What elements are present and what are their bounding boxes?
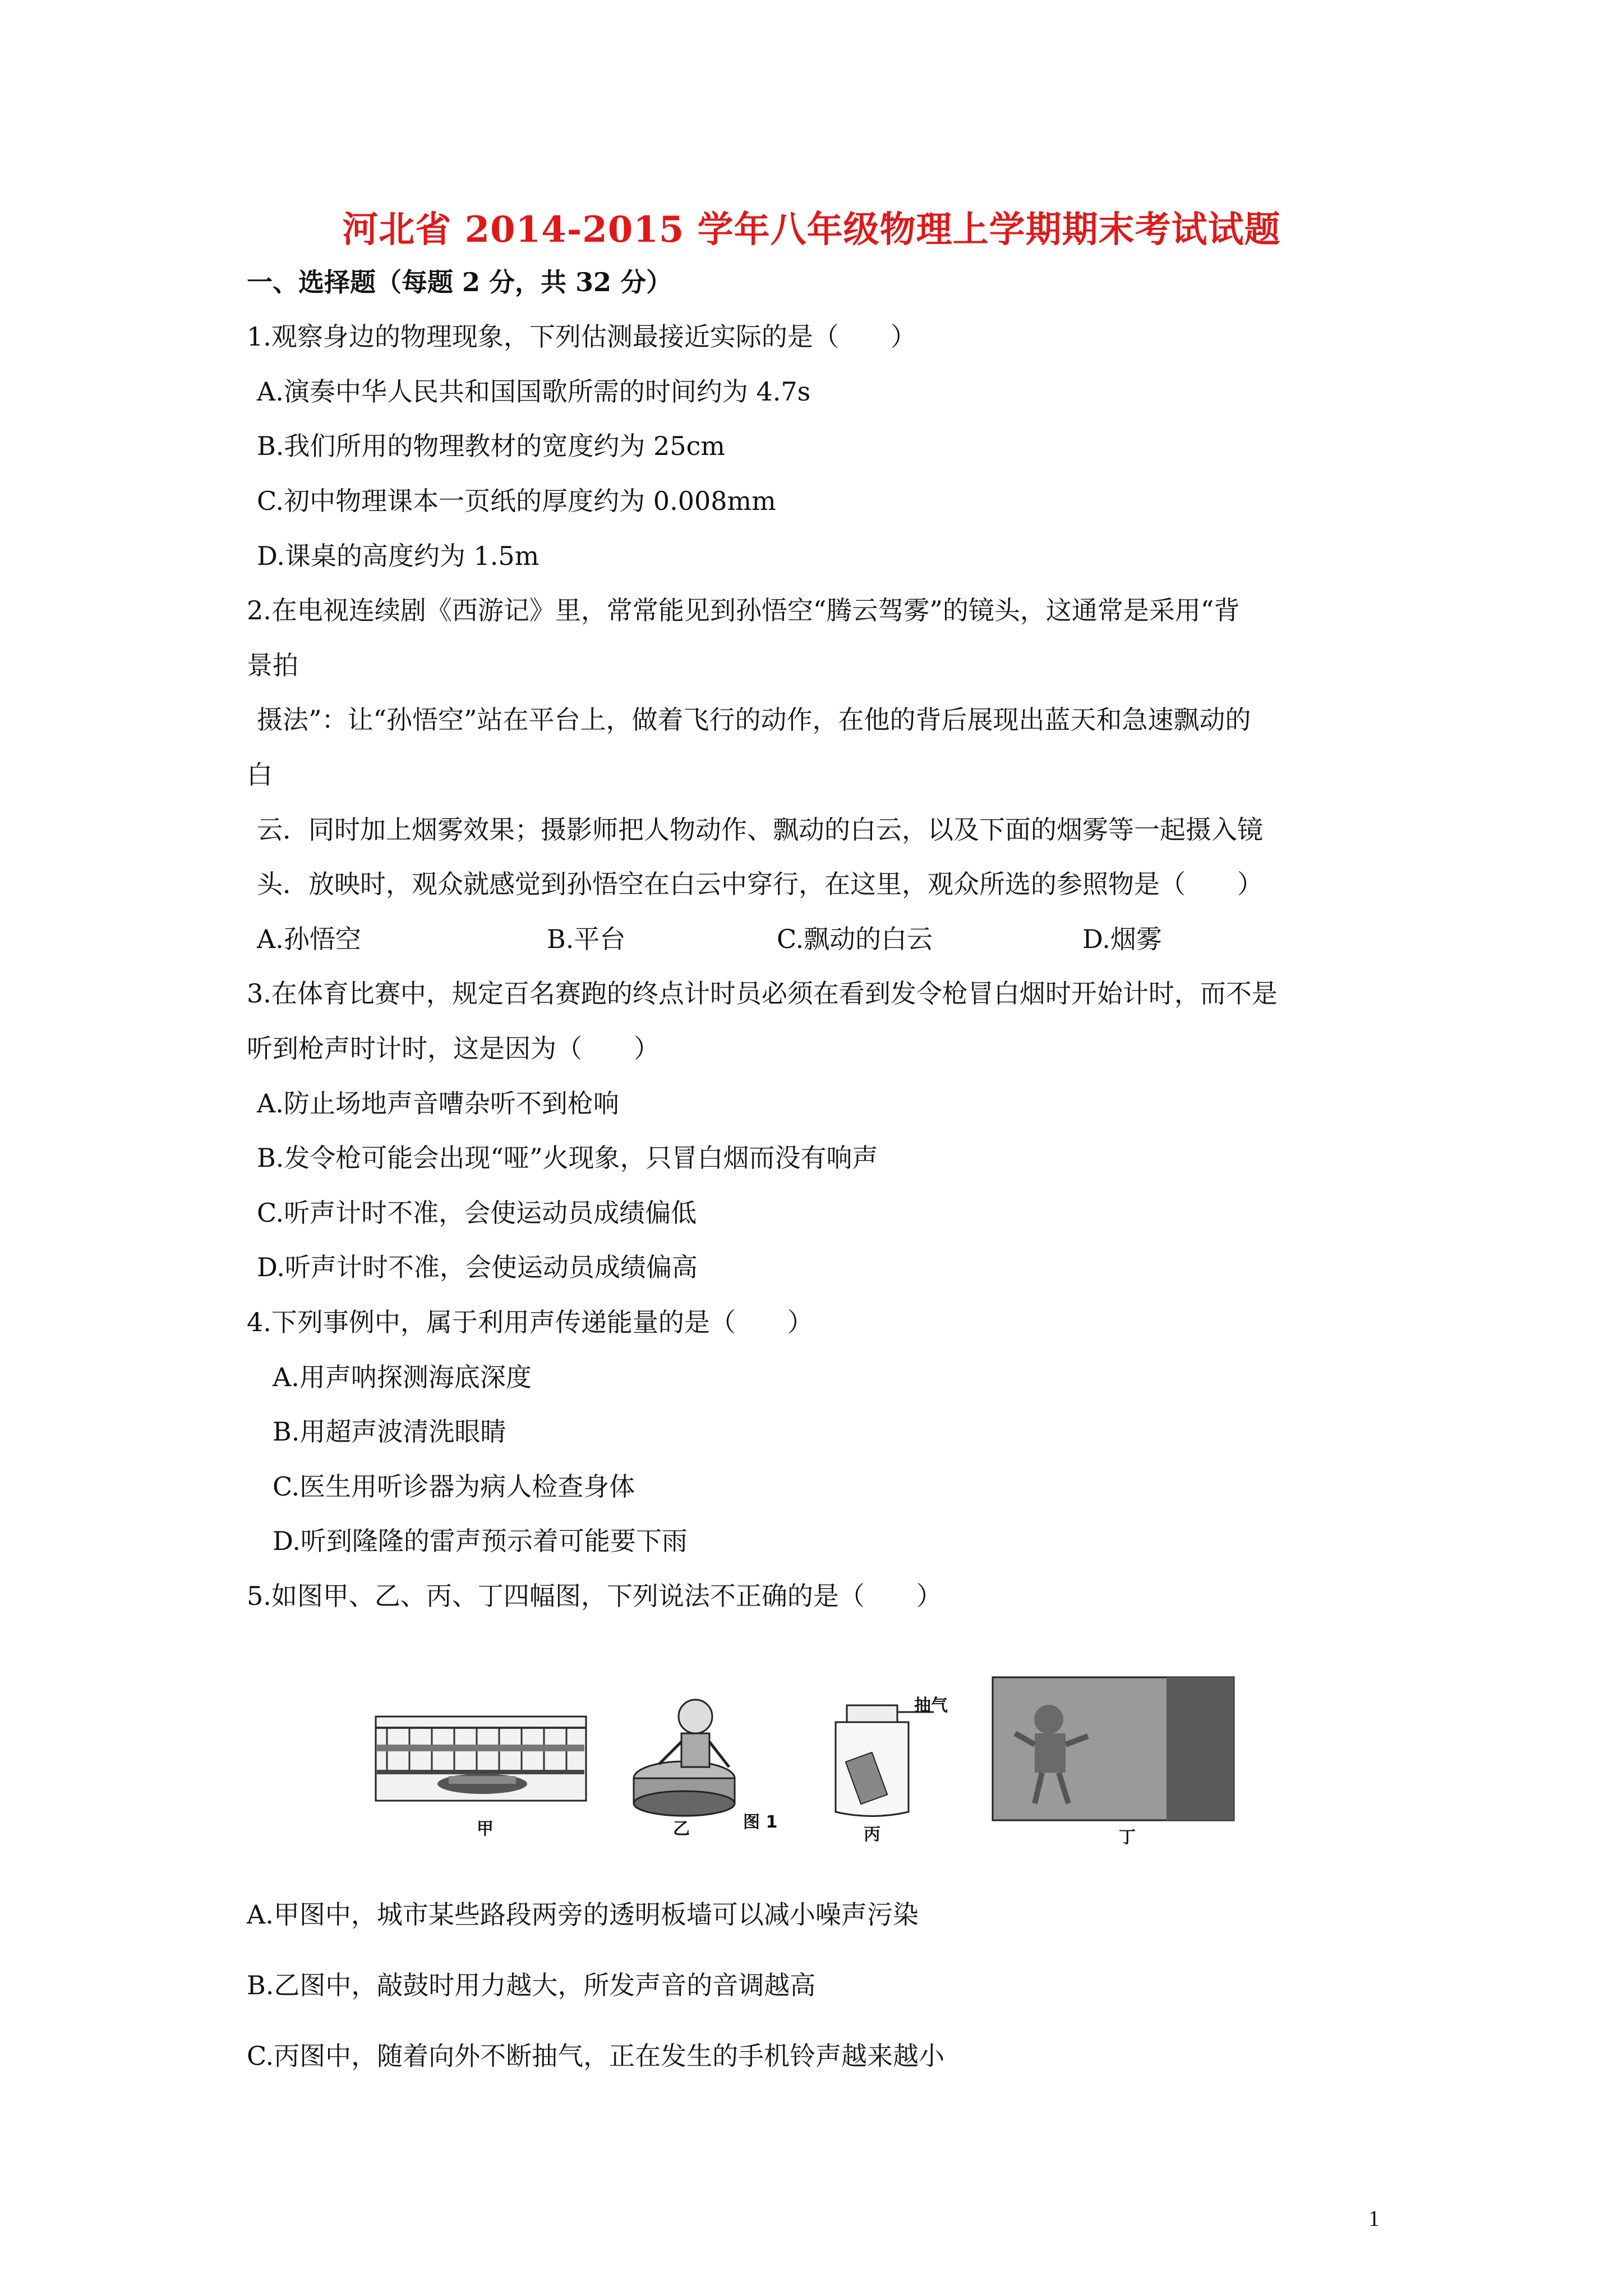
question-3-option-b: B.发令枪可能会出现“哑”火现象，只冒白烟而没有响声 (257, 1143, 878, 1173)
figure-jia-road-wall-image (376, 1717, 586, 1801)
question-5-stem: 5.如图甲、乙、丙、丁四幅图，下列说法不正确的是（ ） (247, 1581, 942, 1611)
question-2-line-5: 云．同时加上烟雾效果；摄影师把人物动作、飘动的白云，以及下面的烟雾等一起摄入镜 (257, 815, 1263, 845)
question-2-line-4: 白 (247, 760, 273, 790)
figure-bing-bell-jar-image (836, 1705, 934, 1816)
question-2-line-1: 2.在电视连续剧《西游记》里，常常能见到孙悟空“腾云驾雾”的镜头，这通常是采用“背 (247, 595, 1240, 625)
question-3-option-d: D.听声计时不准，会使运动员成绩偏高 (257, 1252, 698, 1282)
figure-1 (370, 1672, 1245, 1857)
question-2-line-3: 摄法”：让“孙悟空”站在平台上，做着飞行的动作，在他的背后展现出蓝天和急速飘动的 (257, 705, 1251, 735)
section-heading: 一、选择题（每题 2 分，共 32 分） (247, 267, 672, 297)
question-4-option-d: D.听到隆隆的雷声预示着可能要下雨 (273, 1526, 688, 1556)
question-3-option-c: C.听声计时不准，会使运动员成绩偏低 (257, 1198, 697, 1228)
question-4-option-c: C.医生用听诊器为病人检查身体 (273, 1471, 635, 1502)
figure-label-yi: 乙 (673, 1819, 690, 1839)
question-1-option-b: B.我们所用的物理教材的宽度约为 25cm (257, 431, 725, 461)
question-1-stem: 1.观察身边的物理现象，下列估测最接近实际的是（ ） (247, 321, 916, 352)
question-4-stem: 4.下列事例中，属于利用声传递能量的是（ ） (247, 1307, 813, 1337)
figure-yi-drum-image (634, 1700, 735, 1816)
figure-label-jia: 甲 (477, 1819, 494, 1839)
figure-label-bing: 丙 (864, 1825, 880, 1844)
question-2-line-6: 头．放映时，观众就感觉到孙悟空在白云中穿行，在这里，观众所选的参照物是（ ） (257, 869, 1263, 899)
question-3-option-a: A.防止场地声音嘈杂听不到枪响 (257, 1088, 619, 1119)
question-5-option-a: A.甲图中，城市某些路段两旁的透明板墙可以减小噪声污染 (247, 1899, 919, 1930)
question-1-option-d: D.课桌的高度约为 1.5m (257, 541, 540, 571)
question-1-option-c: C.初中物理课本一页纸的厚度约为 0.008mm (257, 486, 776, 516)
question-2-option-d: D.烟雾 (1082, 924, 1162, 954)
question-3-line-1: 3.在体育比赛中，规定百名赛跑的终点计时员必须在看到发令枪冒白烟时开始计时，而不是 (247, 978, 1278, 1009)
question-3-line-2: 听到枪声时计时，这是因为（ ） (247, 1033, 660, 1064)
question-1-option-a: A.演奏中华人民共和国国歌所需的时间约为 4.7s (257, 376, 811, 407)
page-title: 河北省 2014-2015 学年八年级物理上学期期末考试试题 (342, 209, 1281, 251)
question-2-option-b: B.平台 (547, 924, 626, 954)
question-5-option-c: C.丙图中，随着向外不断抽气，正在发生的手机铃声越来越小 (247, 2041, 945, 2071)
question-2-line-2: 景拍 (247, 650, 298, 680)
question-2-option-c: C.飘动的白云 (777, 924, 933, 954)
figure-label-fig1: 图 1 (743, 1812, 778, 1832)
question-4-option-a: A.用声呐探测海底深度 (273, 1362, 532, 1392)
question-2-option-a: A.孙悟空 (257, 924, 361, 954)
figure-label-ding: 丁 (1119, 1828, 1136, 1847)
figure-ding-space-image (993, 1677, 1234, 1820)
question-4-option-b: B.用超声波清洗眼睛 (273, 1416, 506, 1447)
figure-label-chouqi: 抽气 (914, 1696, 948, 1715)
question-5-option-b: B.乙图中，敲鼓时用力越大，所发声音的音调越高 (247, 1970, 816, 2000)
page-number: 1 (1368, 2206, 1380, 2231)
